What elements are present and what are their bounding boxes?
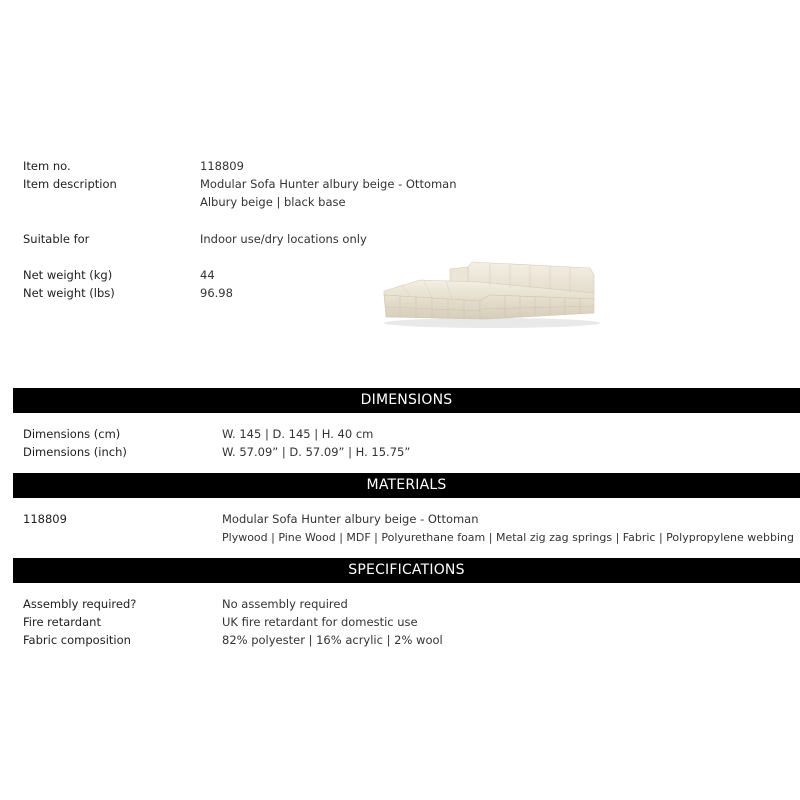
- sofa-product-image: [380, 255, 605, 330]
- item-no-value: 118809: [200, 159, 244, 173]
- item-no-label: Item no.: [23, 159, 71, 173]
- net-weight-kg-label: Net weight (kg): [23, 268, 113, 282]
- dimensions-header: DIMENSIONS: [13, 388, 800, 413]
- materials-line2: Plywood | Pine Wood | MDF | Polyurethane foam | Metal zig zag springs | Fabric | Polypropylene webbing: [222, 531, 794, 544]
- dimensions-cm-label: Dimensions (cm): [23, 427, 121, 441]
- fire-retardant-value: UK fire retardant for domestic use: [222, 615, 418, 629]
- dimensions-inch-value: W. 57.09” | D. 57.09” | H. 15.75”: [222, 445, 411, 459]
- net-weight-lbs-value: 96.98: [200, 286, 233, 300]
- fabric-composition-value: 82% polyester | 16% acrylic | 2% wool: [222, 633, 443, 647]
- dimensions-inch-label: Dimensions (inch): [23, 445, 127, 459]
- fire-retardant-label: Fire retardant: [23, 615, 101, 629]
- assembly-required-value: No assembly required: [222, 597, 348, 611]
- item-description-label: Item description: [23, 177, 117, 191]
- specifications-header: SPECIFICATIONS: [13, 558, 800, 583]
- materials-header: MATERIALS: [13, 473, 800, 498]
- item-description-line1: Modular Sofa Hunter albury beige - Ottoman: [200, 177, 457, 191]
- materials-code: 118809: [23, 512, 67, 526]
- item-description-line2: Albury beige | black base: [200, 195, 346, 209]
- assembly-required-label: Assembly required?: [23, 597, 137, 611]
- fabric-composition-label: Fabric composition: [23, 633, 131, 647]
- net-weight-lbs-label: Net weight (lbs): [23, 286, 115, 300]
- suitable-for-value: Indoor use/dry locations only: [200, 232, 367, 246]
- suitable-for-label: Suitable for: [23, 232, 90, 246]
- net-weight-kg-value: 44: [200, 268, 215, 282]
- materials-line1: Modular Sofa Hunter albury beige - Ottoman: [222, 512, 479, 526]
- dimensions-cm-value: W. 145 | D. 145 | H. 40 cm: [222, 427, 374, 441]
